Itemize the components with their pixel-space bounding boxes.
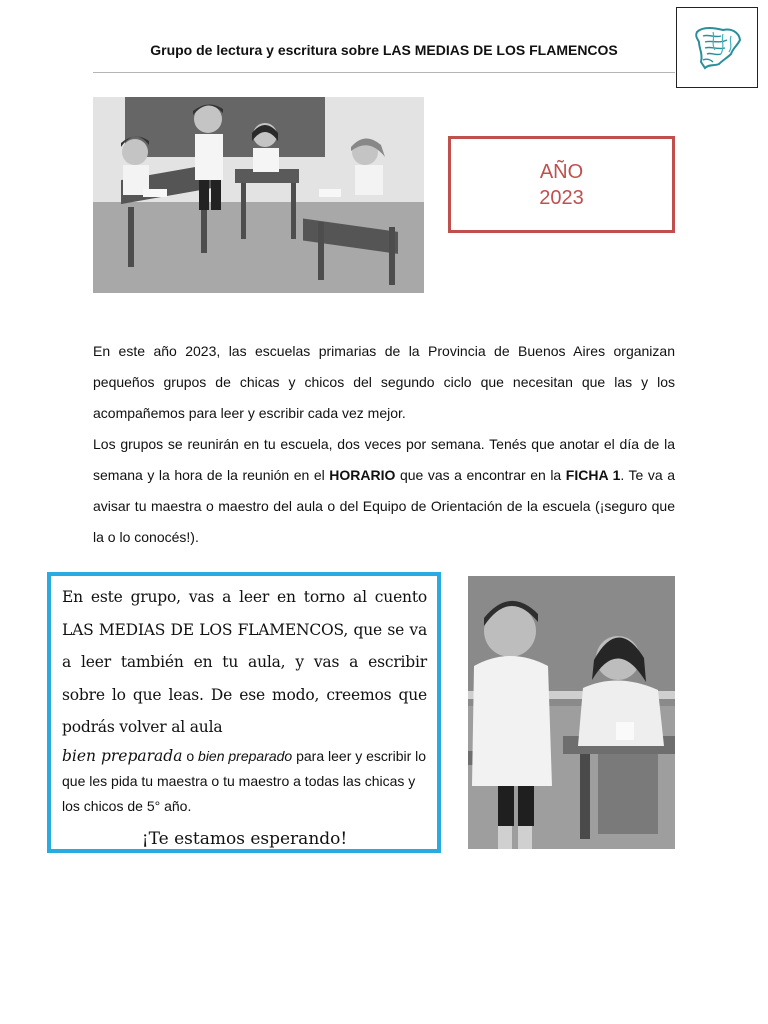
intro-paragraph-1: En este año 2023, las escuelas primarias de la Provincia de Buenos Aires organizan pequeños grupos de chicas y chicos del segundo ciclo que necesitan que las y los acompañemos para leer y escribir cada vez mejor. [93, 343, 675, 421]
info-mixed-text [62, 744, 427, 819]
header-divider [93, 72, 675, 73]
info-rest-text: para leer y escribir lo que les pida tu maestra o tu maestro a todas las chicas y los chicos de 5° año. [62, 747, 427, 814]
year-value: 2023 [539, 186, 584, 209]
document-header-title: Grupo de lectura y escritura sobre LAS MEDIAS DE LOS FLAMENCOS [150, 42, 618, 58]
intro-p2-part3: . Te va a avisar tu maestra o maestro del aula o del Equipo de Orientación de la escuela (¡seguro que la o lo conocés!). [93, 467, 676, 545]
intro-p2-part2: que vas a encontrar en la [395, 467, 566, 483]
intro-text [93, 336, 675, 553]
students-illustration [468, 576, 675, 849]
classroom-illustration [93, 97, 424, 293]
horario-bold: HORARIO [329, 467, 396, 483]
info-serif-text: En este grupo, vas a leer en torno al cuento LAS MEDIAS DE LOS FLAMENCOS, que se va a leer también en tu aula, y vas a escribir sobre lo que leas. De ese modo, creemos que podrás volver al aula [62, 588, 427, 736]
italic-bien-preparado: bien preparado [198, 747, 293, 764]
connector-o: o [182, 747, 199, 764]
intro-paragraph-2 [93, 429, 675, 553]
closing-message: ¡Te estamos esperando! [141, 828, 348, 849]
ficha-bold: FICHA 1 [565, 467, 621, 483]
intro-p2-part1: Los grupos se reunirán en tu escuela, dos veces por semana. Tenés que anotar el día de la semana y la hora de la reunión en el [93, 436, 675, 483]
info-box [47, 572, 441, 853]
italic-bien-preparada: bien preparada [62, 746, 183, 765]
province-logo [676, 7, 758, 88]
year-label: AÑO [539, 160, 584, 183]
province-map-icon [693, 24, 743, 72]
year-box [448, 136, 675, 233]
